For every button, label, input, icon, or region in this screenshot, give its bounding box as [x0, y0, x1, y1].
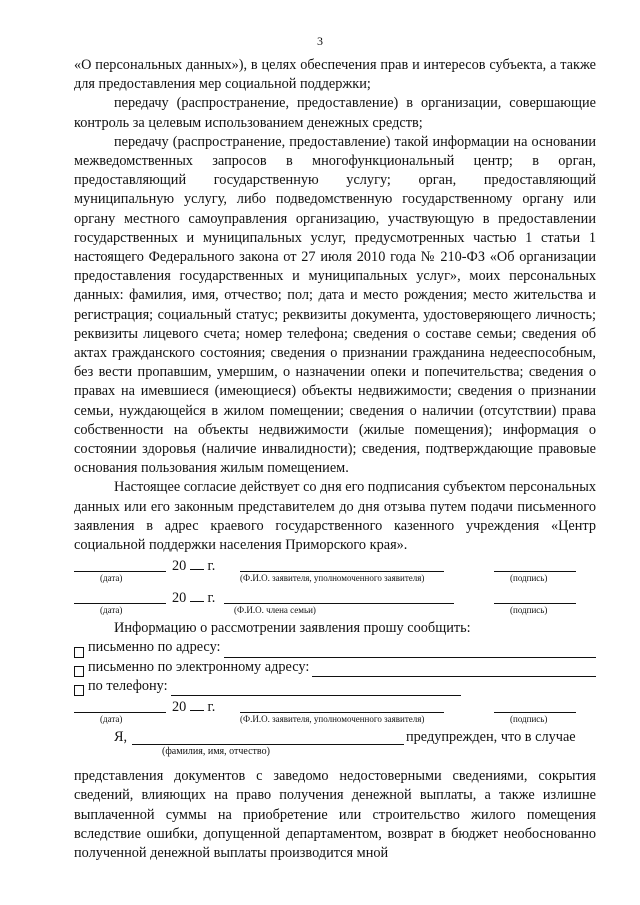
warned-caption-row [74, 747, 596, 763]
paragraph-consent-validity: Настоящее согласие действует со дня его подписания субъектом персональных данных или его законным представителем до дня отзыва путем подачи письменного заявления в адрес краевого государственного казенного учреждения «Центр социальной поддержки населения Приморского края». [74, 479, 596, 554]
paragraph-transfer-mfc: передачу (распространение, предоставление) такой информации на основании межведомственных запросов в многофункциональный центр; в орган, предоставляющий государственную услугу; орган, предоставляющий муниципальную услугу, либо подведомственную государственному органу или органу местного самоуправления организацию, участвующую в предоставлении государственных и муниципальных услуг, предусмотренных частью 1 статьи 1 настоящего Федерального закона от 27 июля 2010 года № 210-ФЗ «Об организации предоставления государственных и муниципальных услуг», моих персональных данных: фамилия, имя, отчество; пол; дата и место рождения; место жительства и регистрация; социальный статус; реквизиты документа, удостоверяющего личность; реквизиты лицевого счета; номер телефона; сведения о составе семьи; сведения об актах гражданского состояния; сведения о признании гражданина недееспособным, без вести пропавшим, умершим, о назначении опеки и попечительства; сведения о правах на имевшиеся (имеющиеся) объекты недвижимости; сведения о признании семьи, нуждающейся в жилом помещении; сведения о наличии (отсутствии) права собственности на объекты недвижимости (жилые помещения); информация о состоянии здоровья (наличие инвалидности); сведения, подтверждающие правовые основания пользования жилым помещением. [74, 133, 596, 477]
label-email: письменно по электронному адресу: [88, 658, 310, 675]
signature-row-applicant-2 [74, 696, 596, 714]
year-line[interactable] [190, 555, 204, 570]
email-line[interactable] [312, 663, 596, 677]
caption-date: (дата) [100, 714, 123, 725]
caption-signature: (подпись) [510, 573, 548, 584]
signature-row-family [74, 587, 596, 605]
date-line[interactable] [74, 698, 166, 713]
year-prefix: 20 [172, 699, 187, 716]
checkbox-phone[interactable] [74, 685, 84, 696]
document-body [74, 56, 596, 863]
option-email [74, 658, 596, 677]
applicant-name-line[interactable] [240, 698, 444, 713]
signature-line[interactable] [494, 557, 576, 572]
signature-captions-3 [74, 714, 596, 728]
option-address [74, 638, 596, 657]
caption-applicant: (Ф.И.О. заявителя, уполномоченного заявителя) [240, 714, 425, 725]
paragraph-liability: представления документов с заведомо недостоверными сведениями, сокрытия сведений, влияющих на право получения денежной выплаты, а также излишне выплаченной суммы на приобретение или строительство жилого помещения вследствие ошибки, допущенной департаментом, возврат в бюджет необоснованно полученной денежной выплаты производится мной [74, 768, 596, 861]
address-line[interactable] [224, 644, 596, 658]
warned-name-line[interactable] [132, 730, 404, 745]
signature-captions-1 [74, 573, 596, 587]
warned-prefix: Я, [114, 729, 128, 746]
signature-line[interactable] [494, 589, 576, 604]
caption-fio: (фамилия, имя, отчество) [162, 746, 270, 758]
caption-date: (дата) [100, 605, 123, 616]
caption-signature: (подпись) [510, 605, 548, 616]
date-line[interactable] [74, 557, 166, 572]
label-phone: по телефону: [88, 677, 168, 694]
date-line[interactable] [74, 589, 166, 604]
paragraph-purpose: «О персональных данных»), в целях обеспечения прав и интересов субъекта, а также для предоставления мер социальной поддержки; [74, 57, 596, 93]
year-line[interactable] [190, 696, 204, 711]
applicant-name-line[interactable] [240, 557, 444, 572]
checkbox-email[interactable] [74, 666, 84, 677]
family-member-name-line[interactable] [224, 589, 454, 604]
warned-suffix: предупрежден, что в случае [406, 729, 576, 746]
year-suffix: г. [207, 699, 216, 716]
page-number: 3 [317, 34, 323, 48]
warned-row [74, 728, 596, 747]
year-prefix: 20 [172, 558, 187, 575]
caption-signature: (подпись) [510, 714, 548, 725]
year-line[interactable] [190, 587, 204, 602]
signature-line[interactable] [494, 698, 576, 713]
paragraph-transfer-control: передачу (распространение, предоставление) в организации, совершающие контроль за целевым использованием денежных средств; [74, 95, 596, 131]
phone-line[interactable] [171, 682, 461, 696]
option-phone [74, 677, 596, 696]
year-prefix: 20 [172, 590, 187, 607]
signature-captions-2 [74, 605, 596, 619]
caption-family-member: (Ф.И.О. члена семьи) [234, 605, 316, 616]
caption-date: (дата) [100, 573, 123, 584]
year-suffix: г. [207, 558, 216, 575]
checkbox-address[interactable] [74, 647, 84, 658]
label-address: письменно по адресу: [88, 639, 221, 656]
signature-row-applicant [74, 555, 596, 573]
year-suffix: г. [207, 590, 216, 607]
notify-heading: Информацию о рассмотрении заявления прошу сообщить: [114, 620, 471, 637]
caption-applicant: (Ф.И.О. заявителя, уполномоченного заявителя) [240, 573, 425, 584]
